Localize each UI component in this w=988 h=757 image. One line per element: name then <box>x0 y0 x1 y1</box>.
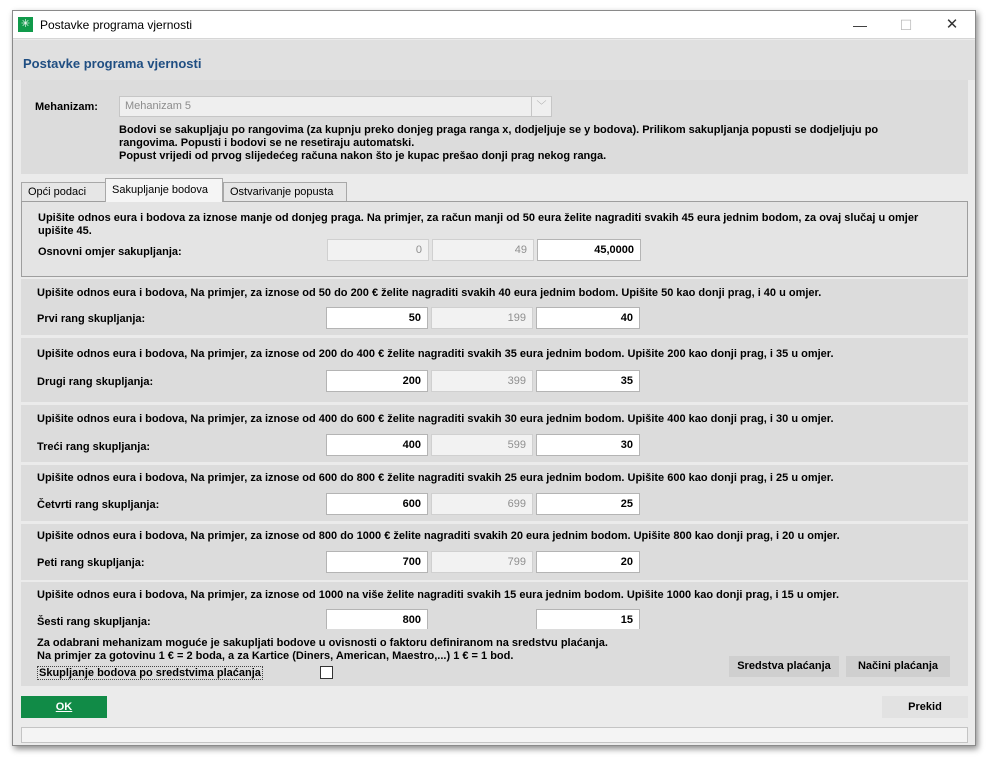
mechanism-description-line: Popust vrijedi od prvog slijedećeg računa nakon što je kupac prešao donji prag nekog ranga. <box>119 150 607 162</box>
payment-description <box>37 637 608 663</box>
ratio-field[interactable]: 40 <box>536 307 640 329</box>
app-icon: ✳ <box>18 17 33 32</box>
tab-ostvarivanje-popusta[interactable]: Ostvarivanje popusta <box>223 182 347 202</box>
maximize-button[interactable]: ☐ <box>899 17 913 33</box>
rank-label: Četvrti rang skupljanja: <box>37 499 160 511</box>
close-button[interactable]: ✕ <box>945 16 959 33</box>
chevron-down-icon[interactable]: ﹀ <box>531 97 551 116</box>
rank-label: Peti rang skupljanja: <box>37 557 145 569</box>
payment-methods-button[interactable]: Sredstva plaćanja <box>729 656 839 677</box>
header-band <box>13 40 975 80</box>
upper-threshold-field: 599 <box>431 434 533 456</box>
page-title: Postavke programa vjernosti <box>23 56 202 71</box>
lower-threshold-field: 0 <box>327 239 429 261</box>
ratio-field[interactable]: 45,0000 <box>537 239 641 261</box>
upper-threshold-field: 49 <box>432 239 534 261</box>
rank-section <box>21 338 968 402</box>
payment-description-line: Za odabrani mehanizam moguće je sakupljati bodove u ovisnosti o faktoru definiranom na sredstvu plaćanja. <box>37 637 608 649</box>
mechanism-panel <box>21 80 968 174</box>
upper-threshold-field: 699 <box>431 493 533 515</box>
minimize-button[interactable]: — <box>853 17 867 33</box>
rank-hint: Upišite odnos eura i bodova za iznose manje od donjeg praga. Na primjer, za račun manji od 50 eura želite nagraditi svakih 45 eura jednim bodom, za ovaj slučaj u omjer upišite 45. <box>38 212 919 237</box>
payment-checkbox[interactable] <box>320 666 333 679</box>
rank-label: Drugi rang skupljanja: <box>37 376 154 388</box>
lower-threshold-field[interactable]: 800 <box>326 609 428 631</box>
rank-label: Šesti rang skupljanja: <box>37 616 151 628</box>
rank-hint: Upišite odnos eura i bodova, Na primjer, za iznose od 400 do 600 € želite nagraditi svakih 30 eura jednim bodom. Upišite 400 kao donji prag, i 30 u omjer. <box>37 413 834 425</box>
tab-opci-podaci[interactable]: Opći podaci <box>21 182 107 202</box>
lower-threshold-field[interactable]: 600 <box>326 493 428 515</box>
rank-hint: Upišite odnos eura i bodova, Na primjer, za iznose od 600 do 800 € želite nagraditi svakih 25 eura jednim bodom. Upišite 600 kao donji prag, i 25 u omjer. <box>37 472 834 484</box>
payment-checkbox-label[interactable]: Skupljanje bodova po sredstvima plaćanja <box>39 667 261 679</box>
ratio-field[interactable]: 30 <box>536 434 640 456</box>
ratio-field[interactable]: 15 <box>536 609 640 631</box>
tab-content <box>21 201 968 689</box>
mechanism-selected-value: Mehanizam 5 <box>125 100 192 112</box>
rank-label: Treći rang skupljanja: <box>37 441 151 453</box>
lower-threshold-field[interactable]: 700 <box>326 551 428 573</box>
ok-button[interactable]: OK <box>21 696 107 718</box>
rank-hint: Upišite odnos eura i bodova, Na primjer, za iznose od 800 do 1000 € želite nagraditi svakih 20 eura jednim bodom. Upišite 800 kao donji prag, i 20 u omjer. <box>37 530 840 542</box>
mechanism-select[interactable] <box>119 96 552 117</box>
tab-sakupljanje-bodova[interactable]: Sakupljanje bodova <box>105 178 223 202</box>
tab-bar <box>21 178 961 202</box>
payment-description-line: Na primjer za gotovinu 1 € = 2 boda, a za Kartice (Diners, American, Maestro,...) 1 € = 1 bod. <box>37 650 514 662</box>
rank-hint: Upišite odnos eura i bodova, Na primjer, za iznose od 50 do 200 € želite nagraditi svakih 40 eura jednim bodom. Upišite 50 kao donji prag, i 40 u omjer. <box>37 287 822 299</box>
upper-threshold-field: 799 <box>431 551 533 573</box>
lower-threshold-field[interactable]: 50 <box>326 307 428 329</box>
upper-threshold-field: 199 <box>431 307 533 329</box>
status-bar <box>21 727 968 743</box>
lower-threshold-field[interactable]: 400 <box>326 434 428 456</box>
settings-window <box>12 10 976 746</box>
rank-section <box>21 279 968 335</box>
payment-types-button[interactable]: Načini plaćanja <box>846 656 950 677</box>
mechanism-description-line: rangovima. Popusti i bodovi se ne resetiraju automatski. <box>119 137 415 149</box>
mechanism-label: Mehanizam: <box>35 101 98 113</box>
cancel-button[interactable]: Prekid <box>882 696 968 718</box>
ratio-field[interactable]: 35 <box>536 370 640 392</box>
upper-threshold-field: 399 <box>431 370 533 392</box>
mechanism-description-line: Bodovi se sakupljaju po rangovima (za kupnju preko donjeg praga ranga x, dodjeljuje se y bodova). Prilikom sakupljanja popusti se dodjeljuju po <box>119 124 879 136</box>
rank-hint: Upišite odnos eura i bodova, Na primjer, za iznose od 1000 na više želite nagraditi svakih 15 eura jednim bodom. Upišite 1000 kao donji prag, i 15 u omjer. <box>37 589 840 601</box>
title-bar <box>13 11 975 39</box>
payment-method-panel <box>21 629 968 686</box>
rank-hint: Upišite odnos eura i bodova, Na primjer, za iznose od 200 do 400 € želite nagraditi svakih 35 eura jednim bodom. Upišite 200 kao donji prag, i 35 u omjer. <box>37 348 834 360</box>
ratio-field[interactable]: 25 <box>536 493 640 515</box>
rank-label: Osnovni omjer sakupljanja: <box>38 246 182 258</box>
rank-section <box>21 465 968 521</box>
ratio-field[interactable]: 20 <box>536 551 640 573</box>
rank-section <box>21 201 968 277</box>
rank-section <box>21 524 968 580</box>
window-title: Postavke programa vjernosti <box>40 18 193 32</box>
rank-label: Prvi rang skupljanja: <box>37 313 146 325</box>
lower-threshold-field[interactable]: 200 <box>326 370 428 392</box>
rank-section <box>21 405 968 462</box>
mechanism-description <box>119 124 899 163</box>
